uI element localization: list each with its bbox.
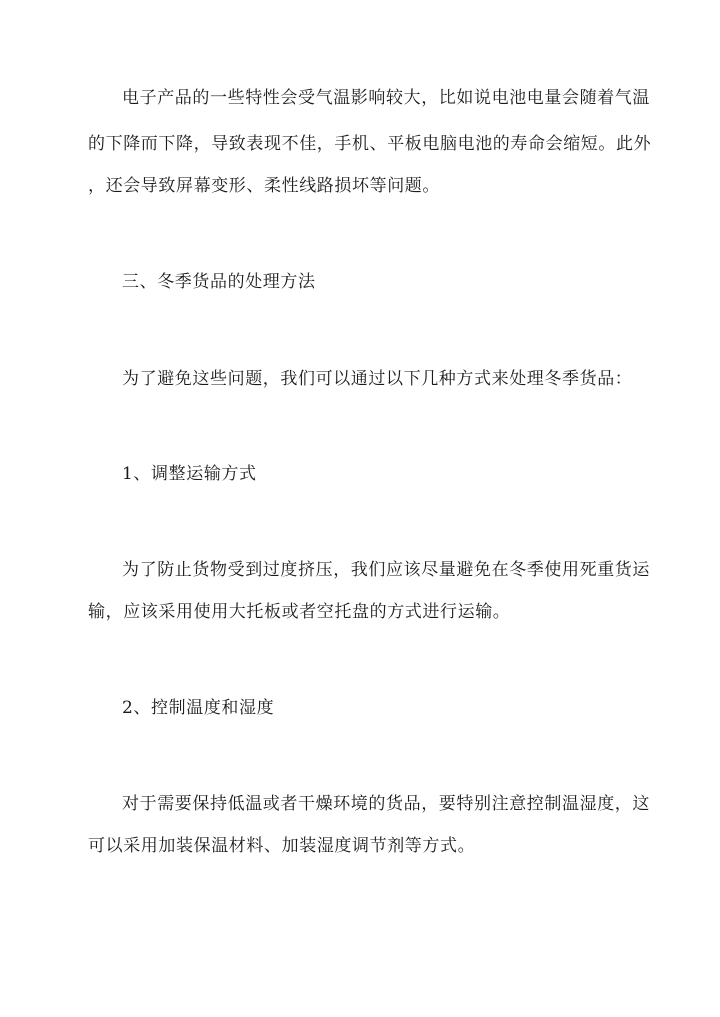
paragraph-line: 输，应该采用使用大托板或者空托盘的方式进行运输。 <box>88 602 511 622</box>
section-heading: 三、冬季货品的处理方法 <box>122 272 316 292</box>
paragraph-line: 对于需要保持低温或者干燥环境的货品，要特别注意控制温湿度，这 <box>122 794 650 814</box>
paragraph-line: 电子产品的一些特性会受气温影响较大，比如说电池电量会随着气温 <box>122 88 650 108</box>
paragraph-line: 可以采用加装保温材料、加装湿度调节剂等方式。 <box>88 836 476 856</box>
intro-paragraph: 为了避免这些问题，我们可以通过以下几种方式来处理冬季货品： <box>122 369 633 389</box>
item-heading-1: 1、调整运输方式 <box>122 464 257 484</box>
paragraph-line: 为了防止货物受到过度挤压，我们应该尽量避免在冬季使用死重货运 <box>122 560 650 580</box>
item-heading-2: 2、控制温度和湿度 <box>122 698 275 718</box>
paragraph-line: ，还会导致屏幕变形、柔性线路损坏等问题。 <box>88 176 440 196</box>
paragraph-line: 的下降而下降，导致表现不佳，手机、平板电脑电池的寿命会缩短。此外 <box>88 134 652 154</box>
